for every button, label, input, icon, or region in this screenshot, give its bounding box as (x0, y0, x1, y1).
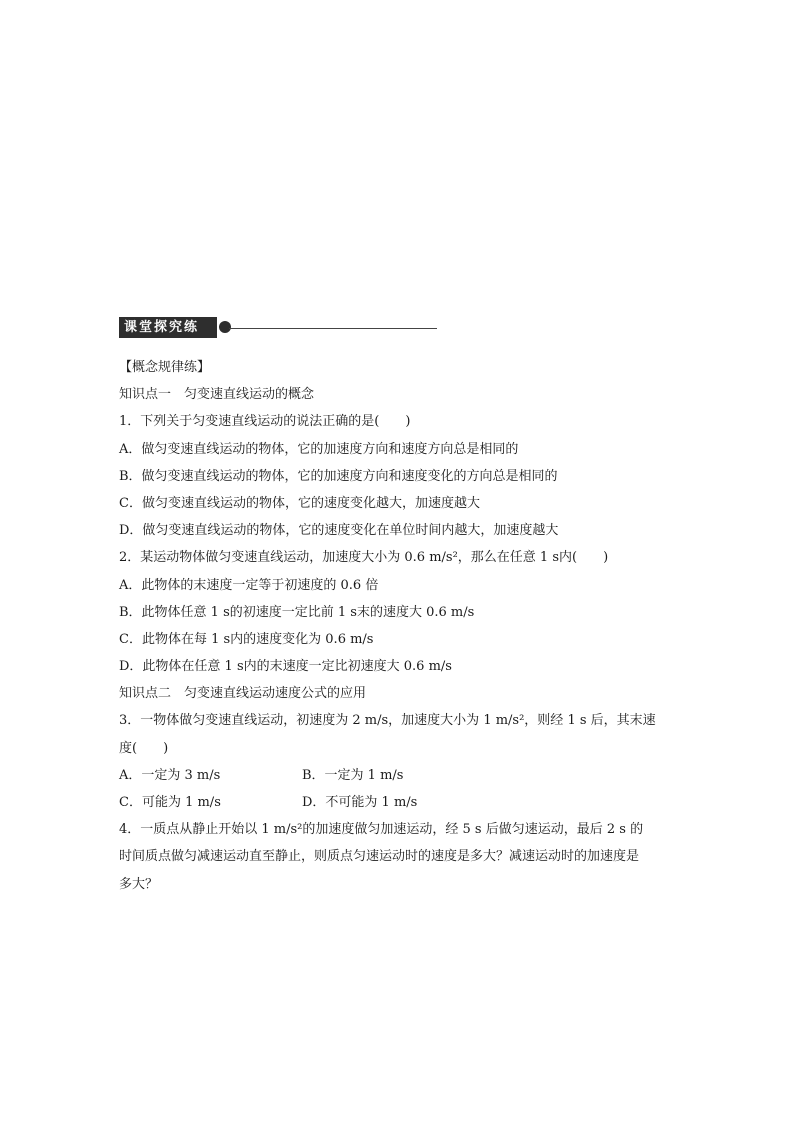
question-1-stem: 1．下列关于匀变速直线运动的说法正确的是( ) (119, 414, 411, 430)
question-2-option-c: C．此物体在每 1 s内的速度变化为 0.6 m/s (119, 631, 374, 647)
section-divider (229, 328, 437, 329)
question-2-stem: 2．某运动物体做匀变速直线运动，加速度大小为 0.6 m/s²，那么在任意 1 s内( ) (119, 550, 609, 566)
question-1-option-d: D．做匀变速直线运动的物体，它的速度变化在单位时间内越大，加速度越大 (119, 523, 559, 539)
question-1-option-c: C．做匀变速直线运动的物体，它的速度变化越大，加速度越大 (119, 495, 480, 511)
question-3-options-row-1 (119, 762, 679, 789)
section-label: 课堂探究练 (119, 317, 217, 338)
question-3-option-d: D．不可能为 1 m/s (302, 795, 418, 810)
question-1-option-a: A．做匀变速直线运动的物体，它的加速度方向和速度方向总是相同的 (119, 441, 519, 457)
knowledge-point-1-title: 知识点一 匀变速直线运动的概念 (119, 387, 315, 403)
knowledge-point-2-title: 知识点二 匀变速直线运动速度公式的应用 (119, 686, 367, 702)
question-3-option-c: C．可能为 1 m/s (119, 795, 221, 810)
question-1-option-b: B．做匀变速直线运动的物体，它的加速度方向和速度变化的方向总是相同的 (119, 468, 558, 484)
question-2-option-b: B．此物体任意 1 s的初速度一定比前 1 s末的速度大 0.6 m/s (119, 604, 475, 620)
question-4-line-3: 多大？ (119, 876, 159, 892)
exercise-content (119, 354, 679, 898)
question-3-stem-line-2: 度( ) (119, 740, 169, 756)
question-2-option-a: A．此物体的末速度一定等于初速度的 0.6 倍 (119, 577, 379, 593)
section-dot-icon (219, 321, 231, 333)
question-2-option-d: D．此物体在任意 1 s内的末速度一定比初速度大 0.6 m/s (119, 659, 452, 675)
question-4-line-1: 4．一质点从静止开始以 1 m/s²的加速度做匀加速运动，经 5 s 后做匀速运动，最后 2 s 的 (119, 822, 644, 838)
question-3-stem-line-1: 3．一物体做匀变速直线运动，初速度为 2 m/s，加速度大小为 1 m/s²，则经 1 s 后，其末速 (119, 713, 656, 729)
question-4-line-2: 时间质点做匀减速运动直至静止，则质点匀速运动时的速度是多大？减速运动时的加速度是 (119, 849, 640, 865)
section-header (119, 317, 439, 339)
question-3-option-a: A．一定为 3 m/s (119, 767, 221, 783)
subsection-title: 【概念规律练】 (119, 360, 211, 375)
question-3-options-row-2 (119, 789, 679, 816)
question-3-option-b: B．一定为 1 m/s (302, 767, 404, 783)
